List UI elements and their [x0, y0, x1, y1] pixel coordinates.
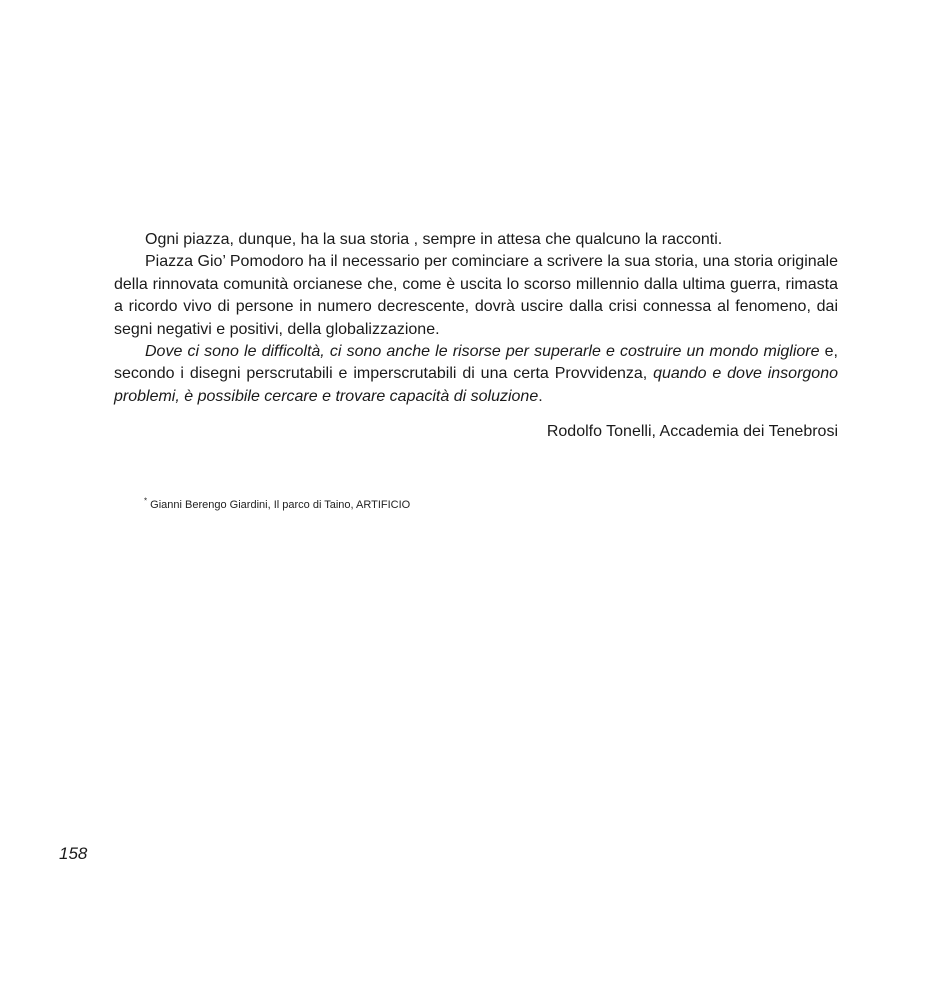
footnote [144, 498, 410, 512]
footnote-marker: * [144, 496, 148, 506]
main-text [114, 229, 838, 443]
paragraph-2: Piazza Gio’ Pomodoro ha il necessario per cominciare a scrivere la sua storia, una storia originale della rinnovata comunità orcianese che, come è uscita lo scorso millennio dalla ultima guerra, rimasta a ricordo vivo di persone in numero decrescente, dovrà uscire dalla crisi connessa al fenomeno, dai segni negativi e positivi, della globalizzazione. [114, 253, 838, 338]
page-number: 158 [59, 844, 88, 863]
paragraph-1: Ogni piazza, dunque, ha la sua storia , sempre in attesa che qualcuno la racconti. [145, 231, 723, 248]
paragraph-3-end: . [538, 387, 543, 405]
signature: Rodolfo Tonelli, Accademia dei Tenebrosi [546, 423, 838, 441]
footnote-text: Gianni Berengo Giardini, Il parco di Taino, ARTIFICIO [147, 499, 411, 511]
paragraph-3-plain: e, secondo i disegni perscrutabili e imperscrutabili di una certa Provvidenza, [114, 343, 838, 383]
paragraph-3-italic-2: quando e dove insorgono problemi, è possibile cercare e trovare capacità di soluzione [114, 365, 838, 405]
paragraph-3-italic-1: Dove ci sono le difficoltà, ci sono anche le risorse per superarle e costruire un mondo migliore [145, 343, 820, 361]
paragraph-3 [114, 341, 838, 408]
